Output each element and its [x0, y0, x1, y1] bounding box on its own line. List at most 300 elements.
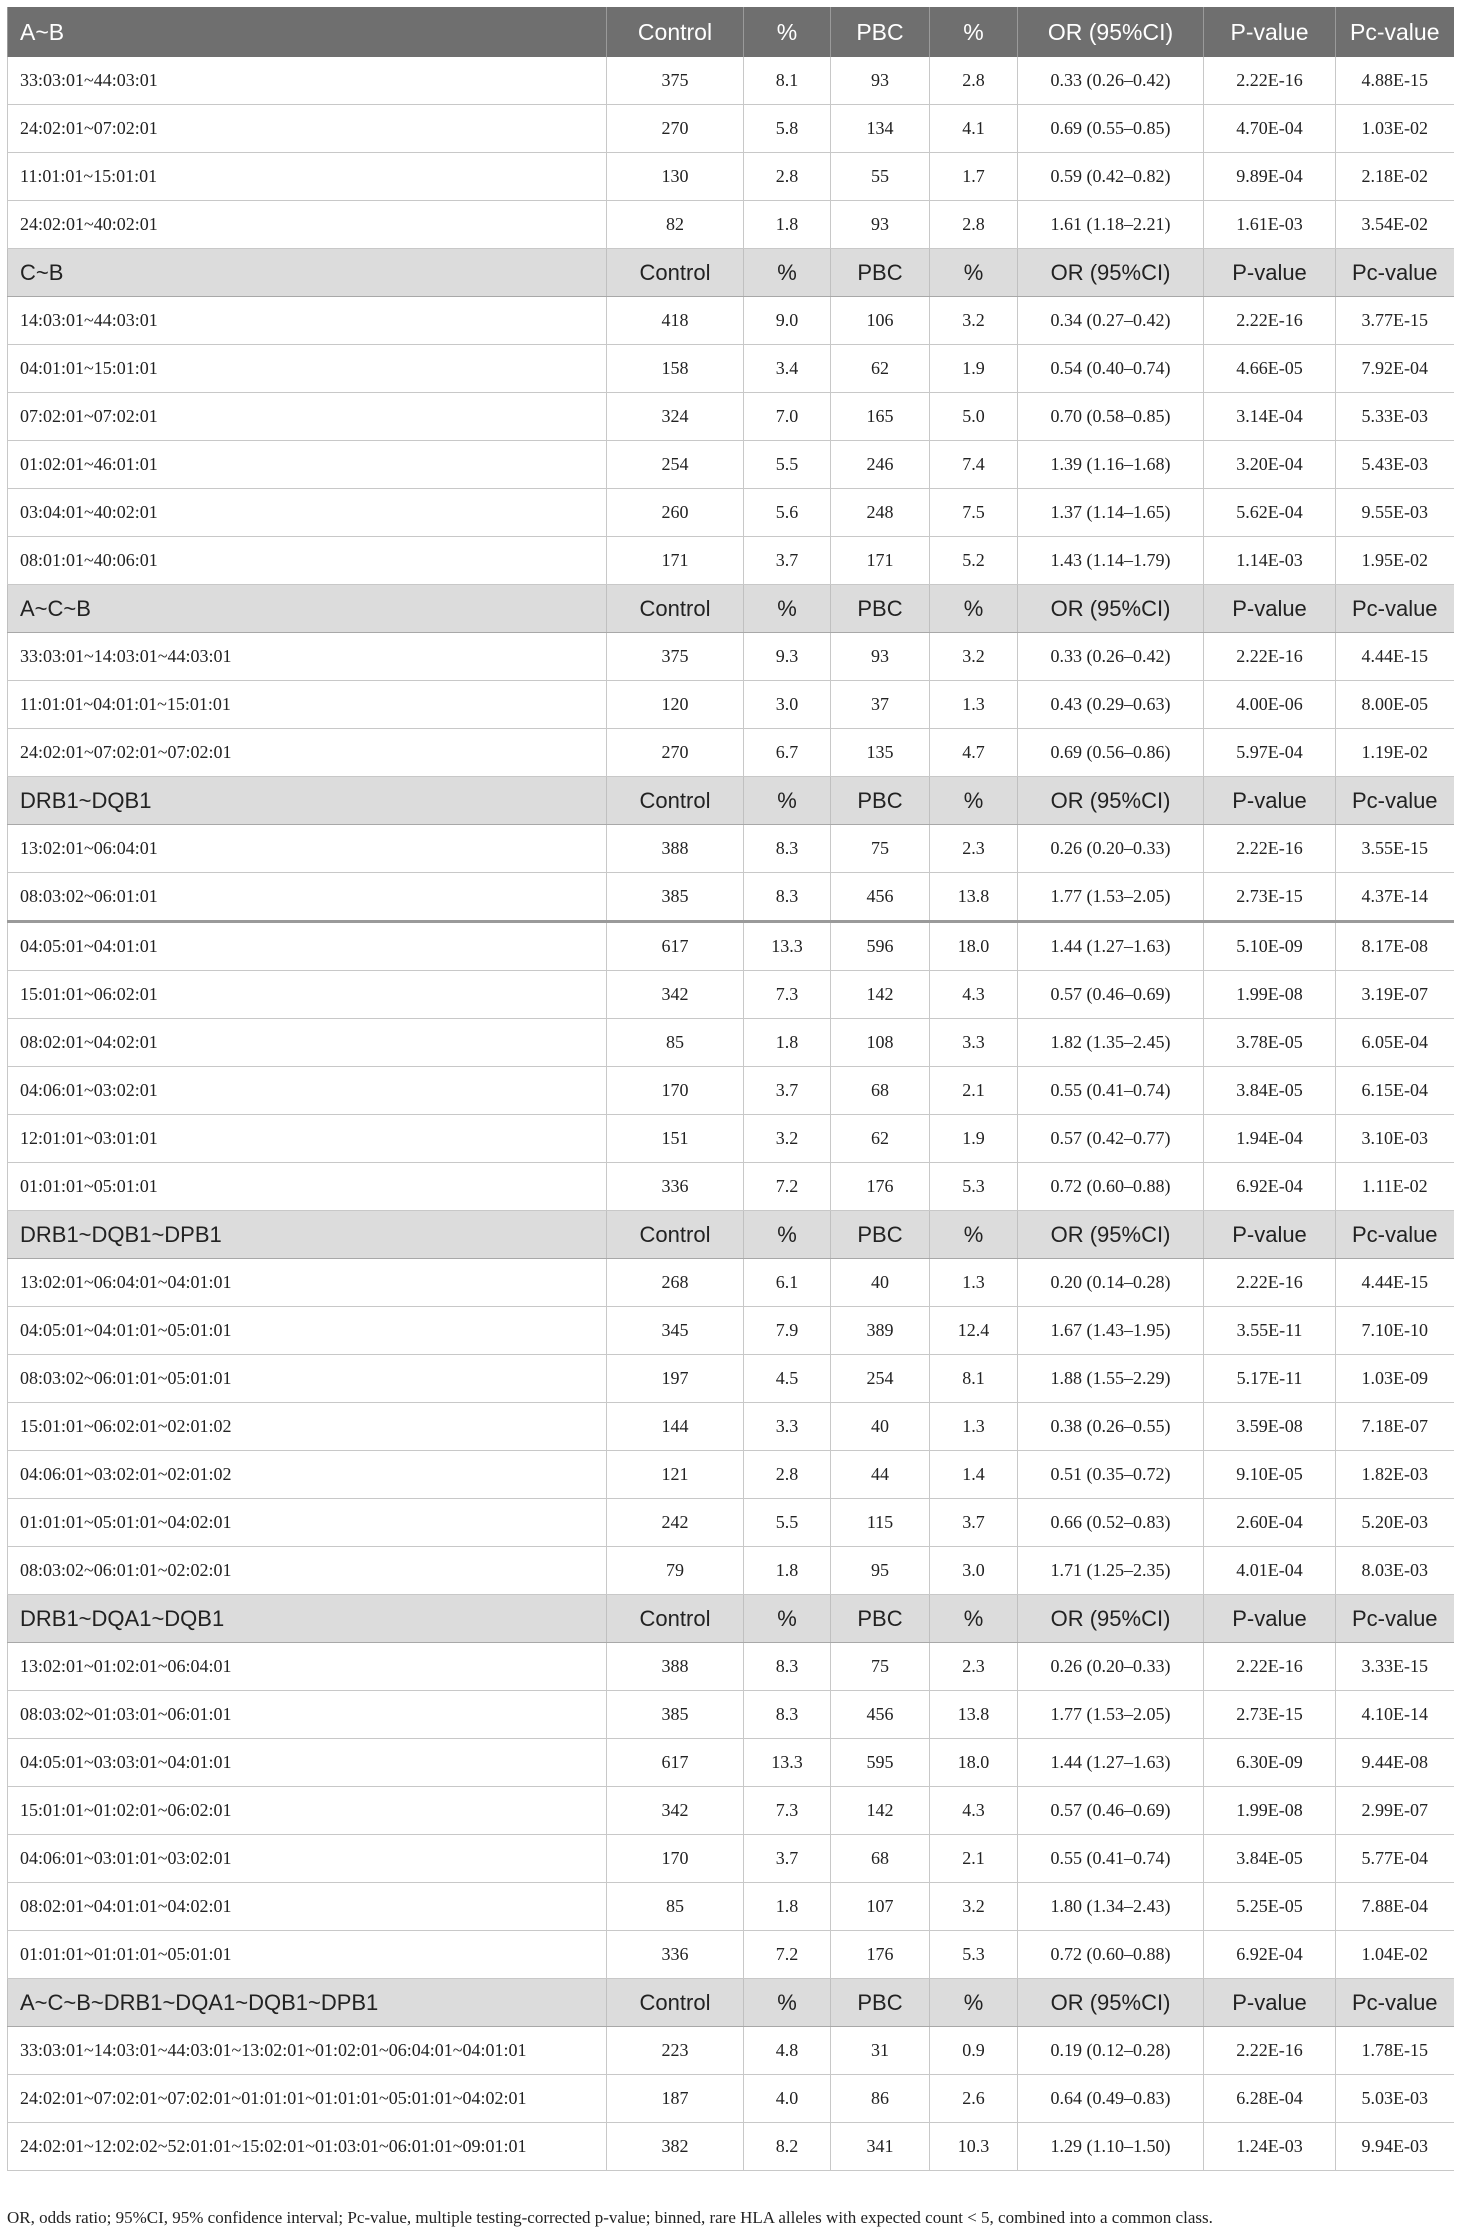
value-cell: 4.37E-14 [1336, 873, 1454, 922]
haplotype-cell: 07:02:01~07:02:01 [8, 393, 607, 441]
value-cell: 0.66 (0.52–0.83) [1018, 1499, 1204, 1547]
value-cell: 382 [607, 2123, 744, 2171]
value-cell: 1.03E-09 [1336, 1355, 1454, 1403]
value-cell: 165 [831, 393, 930, 441]
value-cell: 13.8 [930, 1691, 1018, 1739]
value-cell: 2.22E-16 [1204, 633, 1336, 681]
value-cell: 3.7 [744, 1835, 831, 1883]
column-header: PBC [831, 1595, 930, 1643]
value-cell: 7.10E-10 [1336, 1307, 1454, 1355]
column-header: Pc-value [1336, 777, 1454, 825]
value-cell: 2.1 [930, 1835, 1018, 1883]
haplotype-cell: 08:03:02~06:01:01~05:01:01 [8, 1355, 607, 1403]
value-cell: 0.72 (0.60–0.88) [1018, 1931, 1204, 1979]
value-cell: 134 [831, 105, 930, 153]
value-cell: 2.3 [930, 1643, 1018, 1691]
value-cell: 142 [831, 971, 930, 1019]
haplotype-cell: 08:03:02~06:01:01~02:02:01 [8, 1547, 607, 1595]
value-cell: 9.55E-03 [1336, 489, 1454, 537]
value-cell: 8.00E-05 [1336, 681, 1454, 729]
haplotype-cell: 13:02:01~06:04:01~04:01:01 [8, 1259, 607, 1307]
value-cell: 4.01E-04 [1204, 1547, 1336, 1595]
value-cell: 336 [607, 1931, 744, 1979]
value-cell: 9.0 [744, 297, 831, 345]
value-cell: 5.3 [930, 1931, 1018, 1979]
value-cell: 3.7 [930, 1499, 1018, 1547]
value-cell: 2.8 [930, 57, 1018, 105]
value-cell: 6.92E-04 [1204, 1931, 1336, 1979]
table-row [8, 201, 1454, 249]
table-row [8, 1739, 1454, 1787]
value-cell: 3.84E-05 [1204, 1835, 1336, 1883]
value-cell: 0.55 (0.41–0.74) [1018, 1067, 1204, 1115]
value-cell: 68 [831, 1067, 930, 1115]
haplotype-cell: 11:01:01~15:01:01 [8, 153, 607, 201]
value-cell: 0.19 (0.12–0.28) [1018, 2027, 1204, 2075]
value-cell: 8.17E-08 [1336, 922, 1454, 971]
value-cell: 8.3 [744, 1643, 831, 1691]
value-cell: 248 [831, 489, 930, 537]
value-cell: 2.22E-16 [1204, 57, 1336, 105]
table-row [8, 1307, 1454, 1355]
value-cell: 1.8 [744, 1547, 831, 1595]
value-cell: 418 [607, 297, 744, 345]
value-cell: 0.26 (0.20–0.33) [1018, 825, 1204, 873]
value-cell: 1.82 (1.35–2.45) [1018, 1019, 1204, 1067]
value-cell: 2.22E-16 [1204, 2027, 1336, 2075]
haplotype-cell: 13:02:01~06:04:01 [8, 825, 607, 873]
value-cell: 0.51 (0.35–0.72) [1018, 1451, 1204, 1499]
value-cell: 5.5 [744, 441, 831, 489]
value-cell: 3.20E-04 [1204, 441, 1336, 489]
column-header: PBC [831, 585, 930, 633]
value-cell: 0.43 (0.29–0.63) [1018, 681, 1204, 729]
section-header-row [8, 585, 1454, 633]
section-header-row [8, 7, 1454, 57]
section-title: A~C~B~DRB1~DQA1~DQB1~DPB1 [8, 1979, 607, 2027]
value-cell: 6.1 [744, 1259, 831, 1307]
value-cell: 2.8 [930, 201, 1018, 249]
table-row [8, 537, 1454, 585]
table-row [8, 1883, 1454, 1931]
value-cell: 5.2 [930, 537, 1018, 585]
value-cell: 170 [607, 1067, 744, 1115]
column-header: PBC [831, 1211, 930, 1259]
value-cell: 2.22E-16 [1204, 297, 1336, 345]
value-cell: 4.3 [930, 971, 1018, 1019]
column-header: % [930, 777, 1018, 825]
haplotype-cell: 04:05:01~04:01:01~05:01:01 [8, 1307, 607, 1355]
value-cell: 40 [831, 1259, 930, 1307]
value-cell: 3.55E-15 [1336, 825, 1454, 873]
column-header: Control [607, 7, 744, 57]
column-header: OR (95%CI) [1018, 249, 1204, 297]
column-header: % [930, 7, 1018, 57]
value-cell: 0.34 (0.27–0.42) [1018, 297, 1204, 345]
value-cell: 4.3 [930, 1787, 1018, 1835]
haplotype-cell: 08:01:01~40:06:01 [8, 537, 607, 585]
value-cell: 242 [607, 1499, 744, 1547]
value-cell: 0.57 (0.42–0.77) [1018, 1115, 1204, 1163]
value-cell: 3.77E-15 [1336, 297, 1454, 345]
haplotype-cell: 15:01:01~01:02:01~06:02:01 [8, 1787, 607, 1835]
value-cell: 1.8 [744, 1883, 831, 1931]
value-cell: 0.26 (0.20–0.33) [1018, 1643, 1204, 1691]
value-cell: 44 [831, 1451, 930, 1499]
value-cell: 270 [607, 105, 744, 153]
value-cell: 176 [831, 1163, 930, 1211]
value-cell: 617 [607, 1739, 744, 1787]
value-cell: 158 [607, 345, 744, 393]
value-cell: 4.70E-04 [1204, 105, 1336, 153]
value-cell: 6.7 [744, 729, 831, 777]
value-cell: 388 [607, 1643, 744, 1691]
column-header: % [744, 249, 831, 297]
value-cell: 3.4 [744, 345, 831, 393]
column-header: % [744, 585, 831, 633]
column-header: Pc-value [1336, 1979, 1454, 2027]
value-cell: 13.3 [744, 1739, 831, 1787]
value-cell: 389 [831, 1307, 930, 1355]
value-cell: 1.04E-02 [1336, 1931, 1454, 1979]
value-cell: 55 [831, 153, 930, 201]
value-cell: 270 [607, 729, 744, 777]
section-title: DRB1~DQA1~DQB1 [8, 1595, 607, 1643]
haplotype-cell: 04:06:01~03:02:01~02:01:02 [8, 1451, 607, 1499]
value-cell: 197 [607, 1355, 744, 1403]
table-row [8, 971, 1454, 1019]
table-row [8, 729, 1454, 777]
value-cell: 9.89E-04 [1204, 153, 1336, 201]
column-header: % [744, 1979, 831, 2027]
value-cell: 4.44E-15 [1336, 633, 1454, 681]
value-cell: 3.54E-02 [1336, 201, 1454, 249]
haplotype-cell: 01:01:01~01:01:01~05:01:01 [8, 1931, 607, 1979]
value-cell: 0.20 (0.14–0.28) [1018, 1259, 1204, 1307]
value-cell: 596 [831, 922, 930, 971]
value-cell: 1.9 [930, 1115, 1018, 1163]
value-cell: 5.25E-05 [1204, 1883, 1336, 1931]
value-cell: 4.5 [744, 1355, 831, 1403]
haplotype-cell: 24:02:01~07:02:01~07:02:01 [8, 729, 607, 777]
value-cell: 75 [831, 1643, 930, 1691]
value-cell: 2.22E-16 [1204, 1643, 1336, 1691]
value-cell: 7.9 [744, 1307, 831, 1355]
value-cell: 1.29 (1.10–1.50) [1018, 2123, 1204, 2171]
value-cell: 1.3 [930, 1259, 1018, 1307]
value-cell: 1.39 (1.16–1.68) [1018, 441, 1204, 489]
value-cell: 85 [607, 1883, 744, 1931]
table-row [8, 1403, 1454, 1451]
table-row [8, 922, 1454, 971]
value-cell: 2.8 [744, 153, 831, 201]
value-cell: 3.14E-04 [1204, 393, 1336, 441]
value-cell: 2.99E-07 [1336, 1787, 1454, 1835]
value-cell: 5.43E-03 [1336, 441, 1454, 489]
value-cell: 144 [607, 1403, 744, 1451]
value-cell: 8.2 [744, 2123, 831, 2171]
value-cell: 5.97E-04 [1204, 729, 1336, 777]
value-cell: 342 [607, 1787, 744, 1835]
column-header: PBC [831, 7, 930, 57]
value-cell: 187 [607, 2075, 744, 2123]
haplotype-cell: 01:02:01~46:01:01 [8, 441, 607, 489]
haplotype-cell: 01:01:01~05:01:01 [8, 1163, 607, 1211]
table-row [8, 393, 1454, 441]
value-cell: 2.8 [744, 1451, 831, 1499]
value-cell: 1.78E-15 [1336, 2027, 1454, 2075]
value-cell: 5.62E-04 [1204, 489, 1336, 537]
value-cell: 0.64 (0.49–0.83) [1018, 2075, 1204, 2123]
value-cell: 2.18E-02 [1336, 153, 1454, 201]
value-cell: 1.9 [930, 345, 1018, 393]
value-cell: 6.28E-04 [1204, 2075, 1336, 2123]
value-cell: 7.2 [744, 1931, 831, 1979]
value-cell: 2.60E-04 [1204, 1499, 1336, 1547]
value-cell: 5.5 [744, 1499, 831, 1547]
section-title: A~B [8, 7, 607, 57]
value-cell: 4.10E-14 [1336, 1691, 1454, 1739]
haplotype-cell: 03:04:01~40:02:01 [8, 489, 607, 537]
value-cell: 9.3 [744, 633, 831, 681]
column-header: PBC [831, 777, 930, 825]
table-row [8, 1451, 1454, 1499]
value-cell: 0.59 (0.42–0.82) [1018, 153, 1204, 201]
value-cell: 1.24E-03 [1204, 2123, 1336, 2171]
value-cell: 130 [607, 153, 744, 201]
value-cell: 1.80 (1.34–2.43) [1018, 1883, 1204, 1931]
value-cell: 3.78E-05 [1204, 1019, 1336, 1067]
value-cell: 6.05E-04 [1336, 1019, 1454, 1067]
value-cell: 8.03E-03 [1336, 1547, 1454, 1595]
haplotype-cell: 04:01:01~15:01:01 [8, 345, 607, 393]
value-cell: 324 [607, 393, 744, 441]
value-cell: 1.88 (1.55–2.29) [1018, 1355, 1204, 1403]
column-header: OR (95%CI) [1018, 1595, 1204, 1643]
value-cell: 246 [831, 441, 930, 489]
value-cell: 5.0 [930, 393, 1018, 441]
value-cell: 120 [607, 681, 744, 729]
haplotype-table-container [7, 7, 1453, 2171]
table-row [8, 1163, 1454, 1211]
value-cell: 223 [607, 2027, 744, 2075]
value-cell: 7.3 [744, 971, 831, 1019]
value-cell: 2.73E-15 [1204, 1691, 1336, 1739]
column-header: % [744, 7, 831, 57]
value-cell: 6.15E-04 [1336, 1067, 1454, 1115]
value-cell: 1.99E-08 [1204, 1787, 1336, 1835]
column-header: Pc-value [1336, 1211, 1454, 1259]
haplotype-cell: 15:01:01~06:02:01~02:01:02 [8, 1403, 607, 1451]
value-cell: 254 [831, 1355, 930, 1403]
section-title: C~B [8, 249, 607, 297]
value-cell: 1.8 [744, 1019, 831, 1067]
value-cell: 2.22E-16 [1204, 825, 1336, 873]
value-cell: 0.57 (0.46–0.69) [1018, 971, 1204, 1019]
haplotype-cell: 04:06:01~03:02:01 [8, 1067, 607, 1115]
column-header: Control [607, 249, 744, 297]
value-cell: 9.44E-08 [1336, 1739, 1454, 1787]
value-cell: 62 [831, 345, 930, 393]
value-cell: 171 [607, 537, 744, 585]
value-cell: 345 [607, 1307, 744, 1355]
value-cell: 7.4 [930, 441, 1018, 489]
value-cell: 93 [831, 633, 930, 681]
haplotype-cell: 24:02:01~07:02:01~07:02:01~01:01:01~01:01:01~05:01:01~04:02:01 [8, 2075, 607, 2123]
value-cell: 1.82E-03 [1336, 1451, 1454, 1499]
column-header: % [930, 1211, 1018, 1259]
haplotype-cell: 01:01:01~05:01:01~04:02:01 [8, 1499, 607, 1547]
haplotype-association-table [7, 7, 1454, 2171]
value-cell: 6.30E-09 [1204, 1739, 1336, 1787]
value-cell: 3.0 [930, 1547, 1018, 1595]
haplotype-cell: 33:03:01~44:03:01 [8, 57, 607, 105]
column-header: Pc-value [1336, 7, 1454, 57]
haplotype-cell: 08:03:02~01:03:01~06:01:01 [8, 1691, 607, 1739]
value-cell: 5.20E-03 [1336, 1499, 1454, 1547]
value-cell: 4.88E-15 [1336, 57, 1454, 105]
column-header: Pc-value [1336, 249, 1454, 297]
value-cell: 1.14E-03 [1204, 537, 1336, 585]
value-cell: 7.5 [930, 489, 1018, 537]
table-row [8, 633, 1454, 681]
value-cell: 121 [607, 1451, 744, 1499]
table-row [8, 1019, 1454, 1067]
value-cell: 1.19E-02 [1336, 729, 1454, 777]
table-row [8, 1691, 1454, 1739]
column-header: PBC [831, 249, 930, 297]
value-cell: 93 [831, 57, 930, 105]
table-row [8, 489, 1454, 537]
table-row [8, 2123, 1454, 2171]
table-footnote: OR, odds ratio; 95%CI, 95% confidence interval; Pc-value, multiple testing-corrected p-value; binned, rare HLA alleles with expected count < 5, combined into a common class. [7, 2208, 1213, 2227]
value-cell: 3.7 [744, 1067, 831, 1115]
column-header: P-value [1204, 777, 1336, 825]
haplotype-cell: 33:03:01~14:03:01~44:03:01 [8, 633, 607, 681]
column-header: Control [607, 585, 744, 633]
column-header: OR (95%CI) [1018, 7, 1204, 57]
value-cell: 7.3 [744, 1787, 831, 1835]
value-cell: 4.8 [744, 2027, 831, 2075]
value-cell: 151 [607, 1115, 744, 1163]
value-cell: 2.6 [930, 2075, 1018, 2123]
value-cell: 0.55 (0.41–0.74) [1018, 1835, 1204, 1883]
value-cell: 3.2 [930, 1883, 1018, 1931]
value-cell: 8.1 [930, 1355, 1018, 1403]
value-cell: 1.4 [930, 1451, 1018, 1499]
value-cell: 375 [607, 57, 744, 105]
value-cell: 79 [607, 1547, 744, 1595]
value-cell: 0.38 (0.26–0.55) [1018, 1403, 1204, 1451]
value-cell: 3.55E-11 [1204, 1307, 1336, 1355]
value-cell: 617 [607, 922, 744, 971]
value-cell: 135 [831, 729, 930, 777]
value-cell: 108 [831, 1019, 930, 1067]
value-cell: 37 [831, 681, 930, 729]
value-cell: 1.43 (1.14–1.79) [1018, 537, 1204, 585]
value-cell: 456 [831, 873, 930, 922]
value-cell: 3.10E-03 [1336, 1115, 1454, 1163]
value-cell: 7.2 [744, 1163, 831, 1211]
section-header-row [8, 1211, 1454, 1259]
value-cell: 1.61E-03 [1204, 201, 1336, 249]
haplotype-cell: 14:03:01~44:03:01 [8, 297, 607, 345]
value-cell: 1.71 (1.25–2.35) [1018, 1547, 1204, 1595]
column-header: Pc-value [1336, 585, 1454, 633]
value-cell: 9.10E-05 [1204, 1451, 1336, 1499]
value-cell: 9.94E-03 [1336, 2123, 1454, 2171]
value-cell: 5.17E-11 [1204, 1355, 1336, 1403]
value-cell: 3.2 [744, 1115, 831, 1163]
column-header: Control [607, 1979, 744, 2027]
value-cell: 5.03E-03 [1336, 2075, 1454, 2123]
value-cell: 6.92E-04 [1204, 1163, 1336, 1211]
table-row [8, 1499, 1454, 1547]
table-row [8, 1067, 1454, 1115]
value-cell: 5.10E-09 [1204, 922, 1336, 971]
value-cell: 8.1 [744, 57, 831, 105]
haplotype-cell: 08:02:01~04:02:01 [8, 1019, 607, 1067]
table-row [8, 2027, 1454, 2075]
column-header: P-value [1204, 1211, 1336, 1259]
value-cell: 3.3 [744, 1403, 831, 1451]
value-cell: 3.0 [744, 681, 831, 729]
value-cell: 3.84E-05 [1204, 1067, 1336, 1115]
value-cell: 1.03E-02 [1336, 105, 1454, 153]
value-cell: 1.99E-08 [1204, 971, 1336, 1019]
haplotype-cell: 11:01:01~04:01:01~15:01:01 [8, 681, 607, 729]
value-cell: 1.37 (1.14–1.65) [1018, 489, 1204, 537]
value-cell: 4.44E-15 [1336, 1259, 1454, 1307]
value-cell: 13.3 [744, 922, 831, 971]
value-cell: 1.7 [930, 153, 1018, 201]
column-header: P-value [1204, 249, 1336, 297]
value-cell: 3.7 [744, 537, 831, 585]
table-row [8, 105, 1454, 153]
value-cell: 0.57 (0.46–0.69) [1018, 1787, 1204, 1835]
column-header: P-value [1204, 1979, 1336, 2027]
value-cell: 7.88E-04 [1336, 1883, 1454, 1931]
value-cell: 3.19E-07 [1336, 971, 1454, 1019]
value-cell: 3.33E-15 [1336, 1643, 1454, 1691]
table-row [8, 873, 1454, 922]
column-header: % [930, 1979, 1018, 2027]
value-cell: 0.69 (0.55–0.85) [1018, 105, 1204, 153]
section-header-row [8, 777, 1454, 825]
value-cell: 31 [831, 2027, 930, 2075]
value-cell: 385 [607, 873, 744, 922]
column-header: Control [607, 1211, 744, 1259]
column-header: % [930, 249, 1018, 297]
haplotype-cell: 04:06:01~03:01:01~03:02:01 [8, 1835, 607, 1883]
value-cell: 5.6 [744, 489, 831, 537]
value-cell: 8.3 [744, 825, 831, 873]
column-header: OR (95%CI) [1018, 1979, 1204, 2027]
table-row [8, 57, 1454, 105]
value-cell: 86 [831, 2075, 930, 2123]
column-header: OR (95%CI) [1018, 585, 1204, 633]
column-header: Control [607, 1595, 744, 1643]
table-row [8, 153, 1454, 201]
value-cell: 0.54 (0.40–0.74) [1018, 345, 1204, 393]
section-header-row [8, 249, 1454, 297]
value-cell: 2.3 [930, 825, 1018, 873]
table-row [8, 441, 1454, 489]
value-cell: 0.33 (0.26–0.42) [1018, 633, 1204, 681]
table-row [8, 681, 1454, 729]
value-cell: 4.00E-06 [1204, 681, 1336, 729]
value-cell: 1.67 (1.43–1.95) [1018, 1307, 1204, 1355]
